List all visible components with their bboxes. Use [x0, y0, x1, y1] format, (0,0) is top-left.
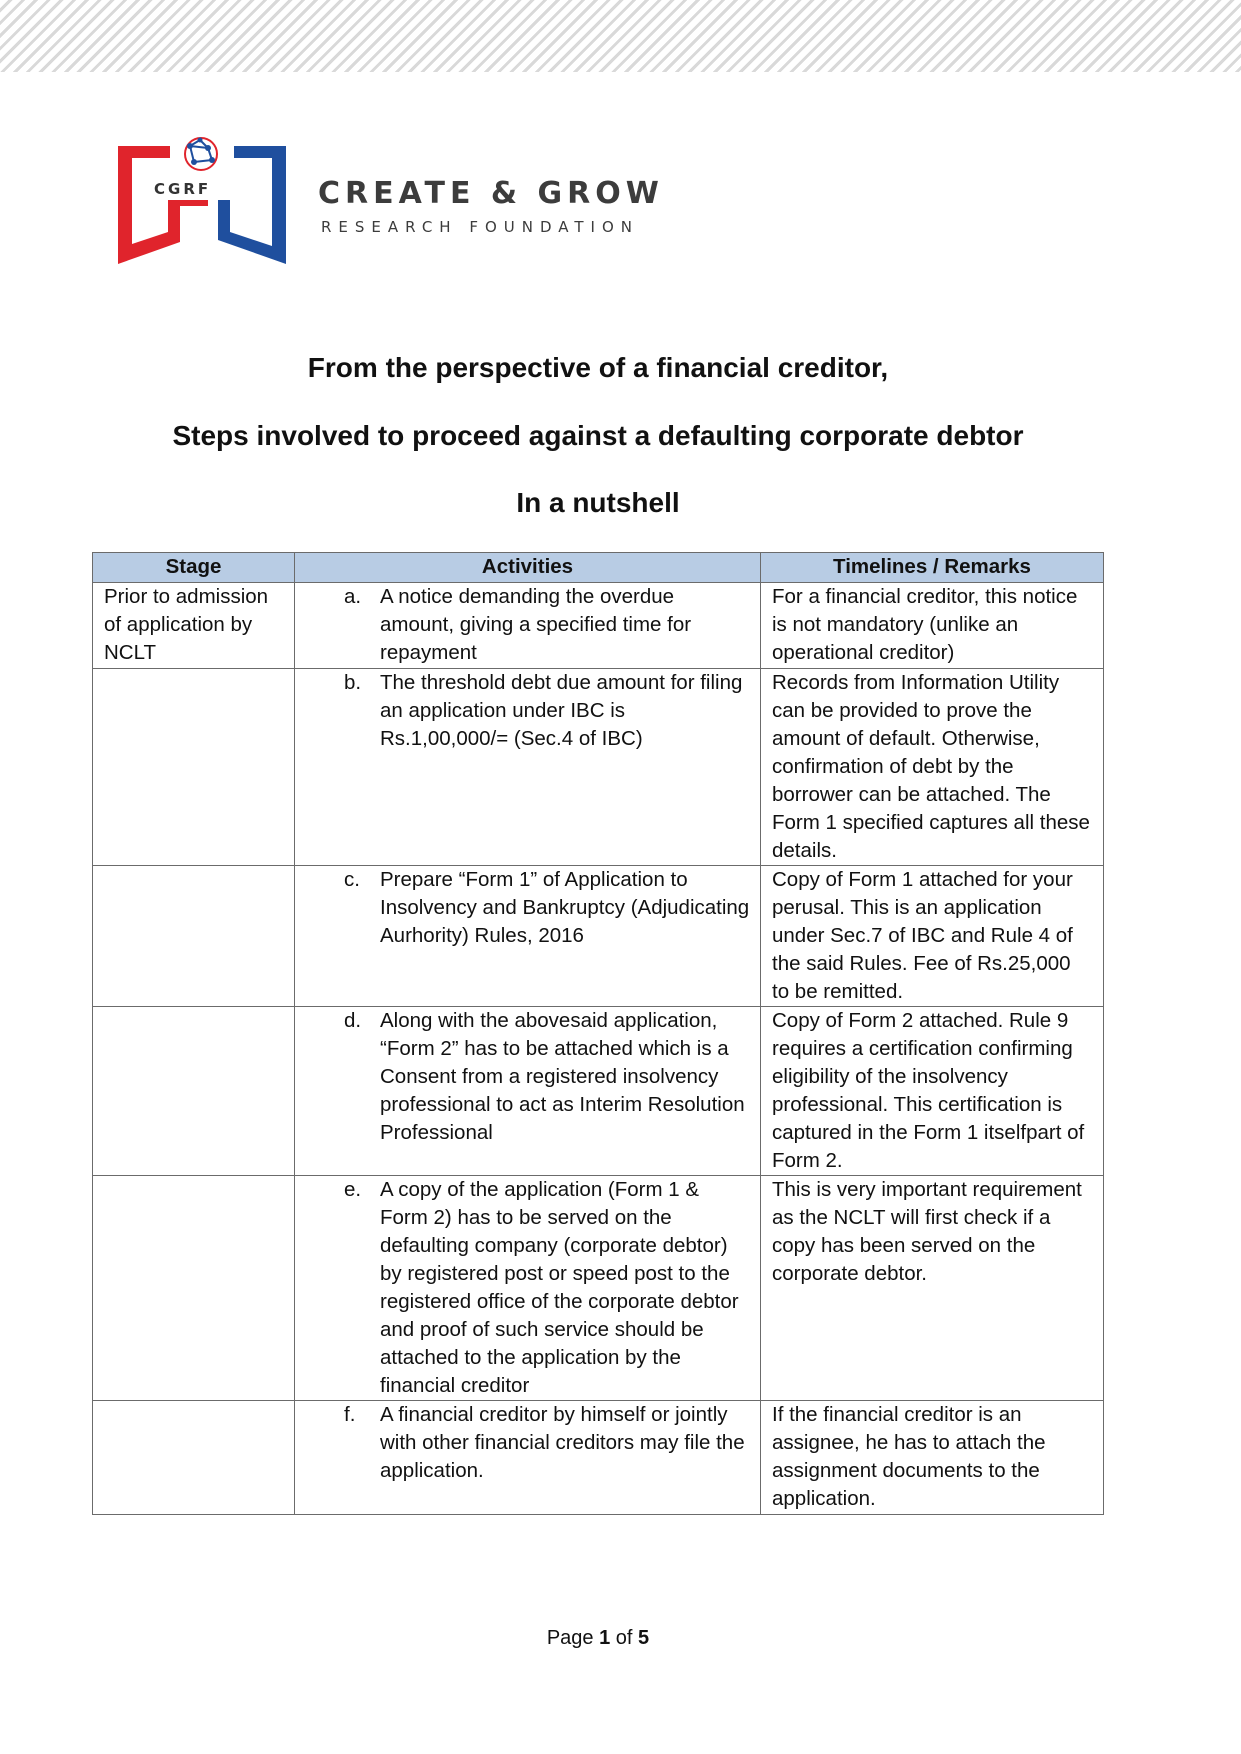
table-row	[93, 866, 1104, 1007]
stage-cell: Prior to admission of application by NCLT	[93, 583, 295, 669]
page-of-word: of	[615, 1627, 633, 1649]
brand-subtitle: RESEARCH FOUNDATION	[321, 218, 639, 236]
cgrf-logo-mark	[118, 136, 298, 266]
column-header-stage: Stage	[93, 553, 295, 583]
activity-marker: d.	[344, 1009, 362, 1032]
page-number-footer	[0, 1627, 1196, 1650]
activity-text: The threshold debt due amount for filing an application under IBC is Rs.1,00,000/= (Sec.4 of IBC)	[380, 671, 743, 750]
remarks-cell: Records from Information Utility can be provided to prove the amount of default. Otherwise, confirmation of debt by the borrower can be attached. The Form 1 specified captures all these details.	[761, 669, 1104, 866]
remarks-cell: Copy of Form 1 attached for your perusal. This is an application under Sec.7 of IBC and Rule 4 of the said Rules. Fee of Rs.25,000 to be remitted.	[761, 866, 1104, 1007]
activity-cell	[295, 669, 761, 866]
remarks-cell: This is very important requirement as the NCLT will first check if a copy has been served on the corporate debtor.	[761, 1176, 1104, 1401]
activity-marker: f.	[344, 1403, 356, 1426]
activity-marker: e.	[344, 1178, 362, 1201]
activity-marker: b.	[344, 671, 362, 694]
activity-text: A financial creditor by himself or jointly with other financial creditors may file the application.	[380, 1403, 745, 1482]
table-row	[93, 1401, 1104, 1515]
logo-blue-bracket	[218, 146, 286, 264]
activity-marker: c.	[344, 868, 360, 891]
remarks-cell: Copy of Form 2 attached. Rule 9 requires a certification confirming eligibility of the insolvency professional. This certification is captured in the Form 1 itselfpart of Form 2.	[761, 1007, 1104, 1176]
stage-cell	[93, 1176, 295, 1401]
page-title-line-2: Steps involved to proceed against a defaulting corporate debtor	[172, 420, 1024, 451]
activity-cell	[295, 866, 761, 1007]
table-row	[93, 669, 1104, 866]
column-header-remarks: Timelines / Remarks	[761, 553, 1104, 583]
activity-cell	[295, 583, 761, 669]
stage-cell	[93, 1007, 295, 1176]
activity-marker: a.	[344, 585, 362, 608]
stage-cell	[93, 669, 295, 866]
table-row	[93, 1176, 1104, 1401]
table-row	[93, 583, 1104, 669]
stage-cell	[93, 866, 295, 1007]
table-row	[93, 1007, 1104, 1176]
activity-text: Along with the abovesaid application, “Form 2” has to be attached which is a Consent from a registered insolvency professional to act as Interim Resolution Professional	[380, 1009, 745, 1144]
activity-cell	[295, 1007, 761, 1176]
table-header-row	[93, 553, 1104, 583]
logo-mark-text: CGRF	[154, 180, 212, 198]
stage-cell	[93, 1401, 295, 1515]
cgrf-logo	[118, 136, 743, 266]
activity-cell	[295, 1176, 761, 1401]
steps-table	[92, 552, 1104, 1515]
activity-cell	[295, 1401, 761, 1515]
page-word: Page	[546, 1627, 594, 1649]
page-title-line-3: In a nutshell	[516, 487, 680, 518]
activity-text: A notice demanding the overdue amount, giving a specified time for repayment	[380, 585, 692, 664]
activity-text: Prepare “Form 1” of Application to Insolvency and Bankruptcy (Adjudicating Aurhority) Rules, 2016	[380, 868, 750, 947]
brand-name: CREATE & GROW	[318, 176, 664, 211]
network-globe-icon	[185, 138, 217, 170]
header-stripe-band	[0, 0, 1241, 72]
page-current: 1	[599, 1627, 611, 1649]
page-title-line-1: From the perspective of a financial creditor,	[307, 352, 889, 383]
activity-text: A copy of the application (Form 1 & Form 2) has to be served on the defaulting company (corporate debtor) by registered post or speed post to the registered office of the corporate debtor and proof of such service should be attached to the application by the financial creditor	[380, 1178, 739, 1397]
remarks-cell: For a financial creditor, this notice is not mandatory (unlike an operational creditor)	[761, 583, 1104, 669]
column-header-activities: Activities	[295, 553, 761, 583]
remarks-cell: If the financial creditor is an assignee, he has to attach the assignment documents to the application.	[761, 1401, 1104, 1515]
page-total: 5	[638, 1627, 650, 1649]
